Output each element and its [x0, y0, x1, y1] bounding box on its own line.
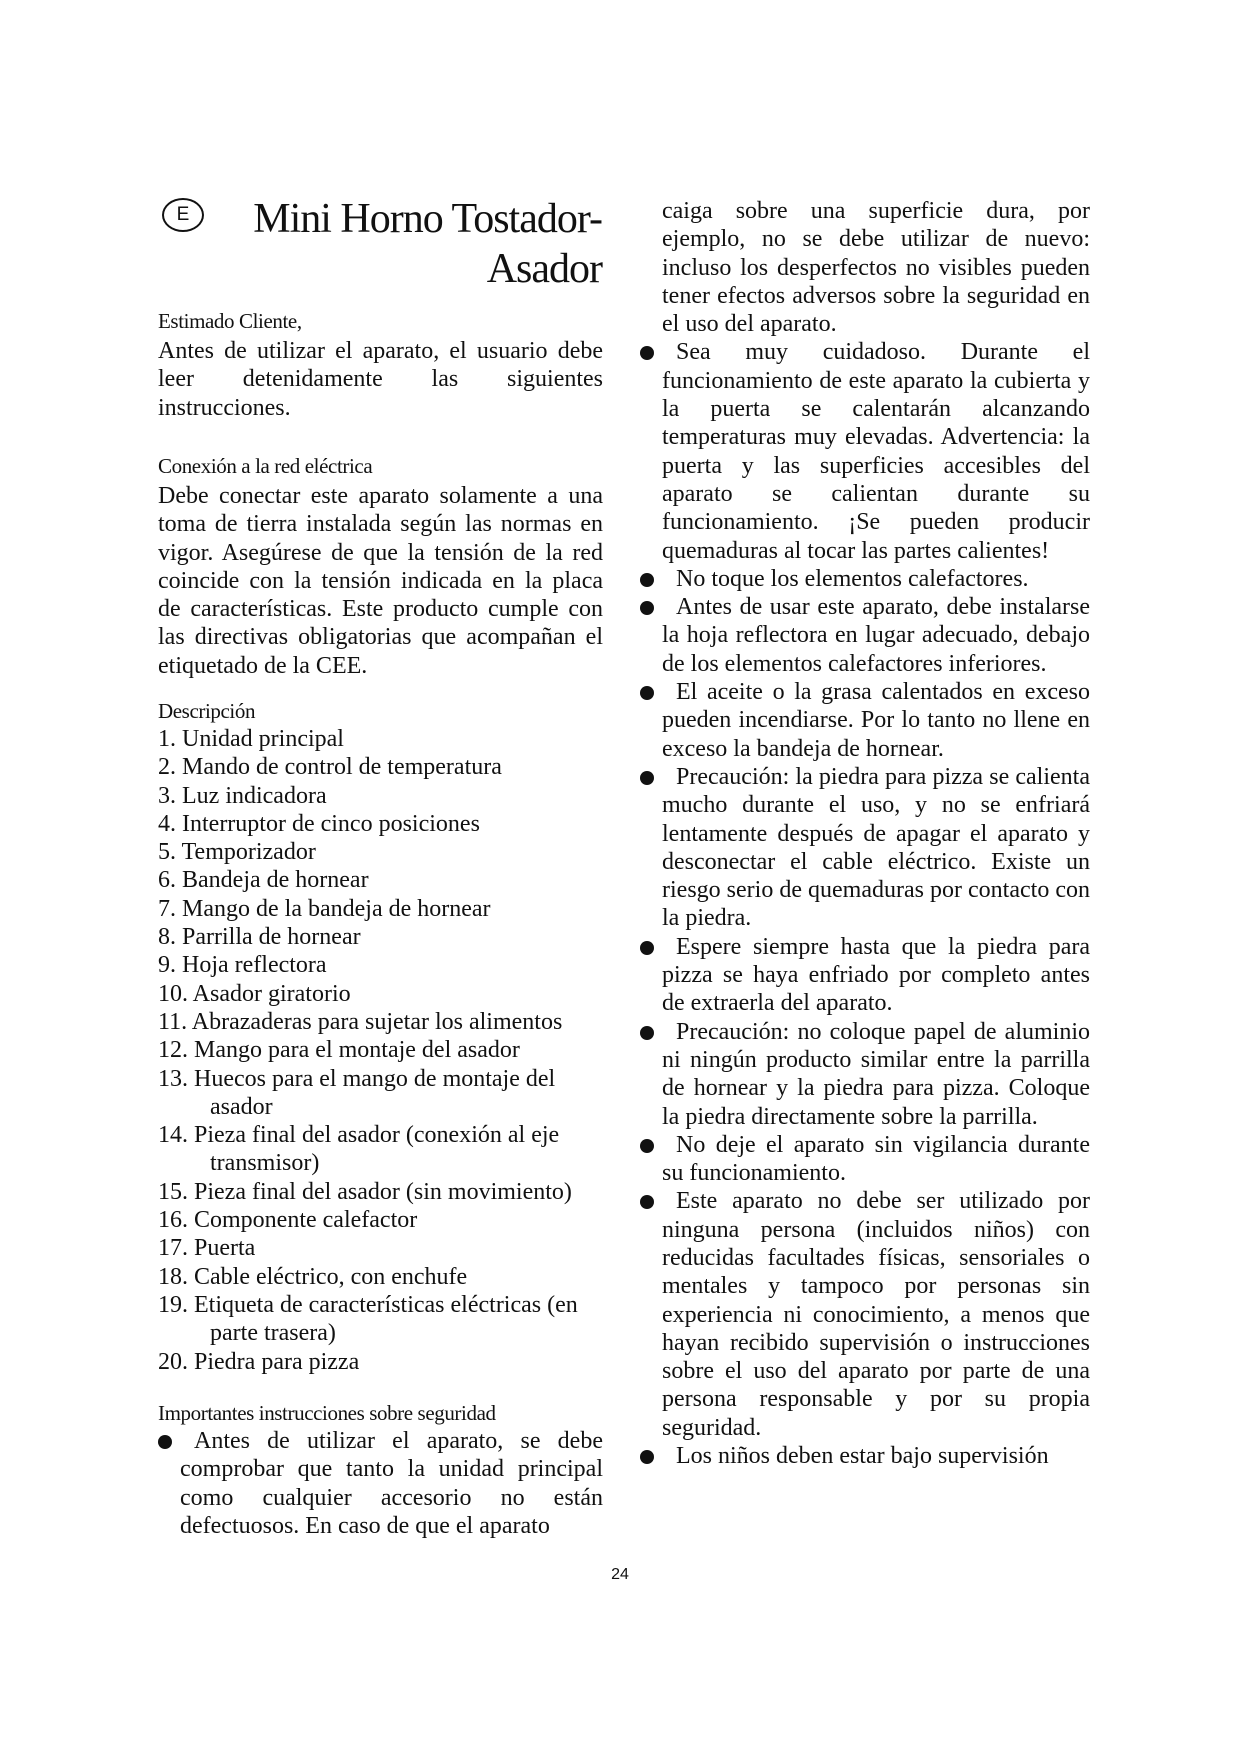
safety-bullet-text: No toque los elementos calefactores. [676, 565, 1029, 592]
bullet-icon [640, 1139, 654, 1153]
safety-bullets-left [158, 1427, 603, 1540]
list-item [640, 678, 1090, 763]
description-item: 6. Bandeja de hornear [158, 867, 369, 894]
list-item [640, 1442, 1090, 1470]
page-number: 24 [611, 1566, 629, 1583]
safety-bullet-text: Antes de utilizar el aparato, se debe comprobar que tanto la unidad principal como cualquier accesorio no están defectuosos. En caso de que el aparato [180, 1428, 603, 1539]
list-item [640, 933, 1090, 1018]
list-item [158, 1427, 603, 1540]
salutation: Estimado Cliente, [158, 309, 302, 333]
description-item: 2. Mando de control de temperatura [158, 754, 502, 781]
connection-text: Debe conectar este aparato solamente a una toma de tierra instalada según las normas en vigor. Asegúrese de que la tensión de la red coincide con la tensión indicada en la placa de características. Este producto cumple con las directivas obligatorias que acompañan el etiquetado de la CEE. [158, 483, 603, 679]
description-item: 8. Parrilla de hornear [158, 924, 361, 951]
description-item: 9. Hoja reflectora [158, 952, 327, 979]
description-item: 7. Mango de la bandeja de hornear [158, 895, 491, 922]
safety-bullet-text: Precaución: la piedra para pizza se calienta mucho durante el uso, y no se enfriará lentamente después de apagar el aparato y desconectar el cable eléctrico. Existe un riesgo serio de quemaduras por contacto con la piedra. [662, 763, 1090, 932]
description-item: 1. Unidad principal [158, 726, 344, 752]
description-item: 14. Pieza final del asador (conexión al eje transmisor) [158, 1122, 560, 1177]
title-line-1: Mini Horno Tostador- [253, 196, 602, 242]
list-item [640, 1131, 1090, 1188]
description-heading: Descripción [158, 699, 256, 723]
language-badge-e: E [162, 198, 204, 232]
safety-bullet-text: Los niños deben estar bajo supervisión [676, 1443, 1049, 1470]
description-item: 16. Componente calefactor [158, 1207, 418, 1234]
safety-heading: Importantes instrucciones sobre seguridad [158, 1401, 496, 1425]
list-item [640, 593, 1090, 678]
safety-bullet-text: Este aparato no debe ser utilizado por ninguna persona (incluidos niños) con reducidas facultades físicas, sensoriales o mentales y tampoco por personas sin experiencia ni conocimiento, a menos que hayan recibido supervisión o instrucciones sobre el uso del aparato por parte de una persona responsable y por su propia seguridad. [662, 1188, 1090, 1441]
connection-section [158, 452, 603, 680]
safety-bullet-text: No deje el aparato sin vigilancia durante su funcionamiento. [662, 1131, 1090, 1187]
description-item: 4. Interruptor de cinco posiciones [158, 810, 480, 837]
description-item: 15. Pieza final del asador (sin movimiento) [158, 1178, 572, 1205]
description-item: 3. Luz indicadora [158, 782, 327, 809]
list-item [640, 1187, 1090, 1442]
bullet-icon [640, 346, 654, 360]
description-item: 19. Etiqueta de características eléctricas (en parte trasera) [158, 1291, 578, 1347]
title-line-2: Asador [486, 246, 602, 292]
bullet-icon [640, 1195, 654, 1209]
safety-continuation [640, 197, 1090, 1470]
safety-bullet-text: Antes de usar este aparato, debe instalarse la hoja reflectora en lugar adecuado, debajo de los elementos calefactores inferiores. [662, 594, 1090, 677]
bullet-icon [640, 1026, 654, 1040]
description-section [158, 697, 603, 1376]
intro-text: Antes de utilizar el aparato, el usuario debe leer detenidamente las siguientes instrucciones. [158, 338, 603, 421]
list-item [640, 1018, 1090, 1131]
safety-section-start [158, 1399, 603, 1540]
safety-bullet-continued: caiga sobre una superficie dura, por ejemplo, no se debe utilizar de nuevo: incluso los desperfectos no visibles pueden tener efectos adversos sobre la seguridad en el uso del aparato. [662, 198, 1090, 338]
description-item: 13. Huecos para el mango de montaje del asador [158, 1065, 556, 1120]
description-item: 18. Cable eléctrico, con enchufe [158, 1263, 468, 1290]
description-item: 10. Asador giratorio [158, 980, 351, 1007]
safety-bullet-text: Espere siempre hasta que la piedra para pizza se haya enfriado por completo antes de extraerla del aparato. [662, 933, 1090, 1017]
bullet-icon [640, 941, 654, 955]
list-item [640, 565, 1090, 593]
intro-section [158, 307, 603, 422]
list-item [640, 763, 1090, 933]
bullet-icon [640, 1450, 654, 1464]
description-item: 12. Mango para el montaje del asador [158, 1037, 520, 1064]
bullet-icon [158, 1435, 172, 1449]
description-item: 5. Temporizador [158, 839, 316, 866]
description-item: 17. Puerta [158, 1235, 256, 1262]
page-title [230, 194, 602, 294]
description-list [158, 725, 603, 1376]
description-item: 11. Abrazaderas para sujetar los alimentos [158, 1008, 563, 1035]
safety-bullet-text: Precaución: no coloque papel de aluminio ni ningún producto similar entre la parrilla de hornear y la piedra para pizza. Coloque la piedra directamente sobre la parrilla. [662, 1018, 1090, 1130]
safety-bullet-text: Sea muy cuidadoso. Durante el funcionamiento de este aparato la cubierta y la puerta se calentarán alcanzando temperaturas muy elevadas. Advertencia: la puerta y las superficies accesibles del aparato se calientan durante su funcionamiento. ¡Se pueden producir quemaduras al tocar las partes calientes! [662, 339, 1090, 564]
bullet-icon [640, 573, 654, 587]
safety-bullet-text: El aceite o la grasa calentados en exceso pueden incendiarse. Por lo tanto no llene en exceso la bandeja de hornear. [662, 679, 1090, 762]
description-item: 20. Piedra para pizza [158, 1348, 360, 1375]
connection-heading: Conexión a la red eléctrica [158, 454, 373, 478]
bullet-icon [640, 601, 654, 615]
safety-bullets-right [640, 338, 1090, 1470]
bullet-icon [640, 771, 654, 785]
list-item [640, 338, 1090, 564]
bullet-icon [640, 686, 654, 700]
